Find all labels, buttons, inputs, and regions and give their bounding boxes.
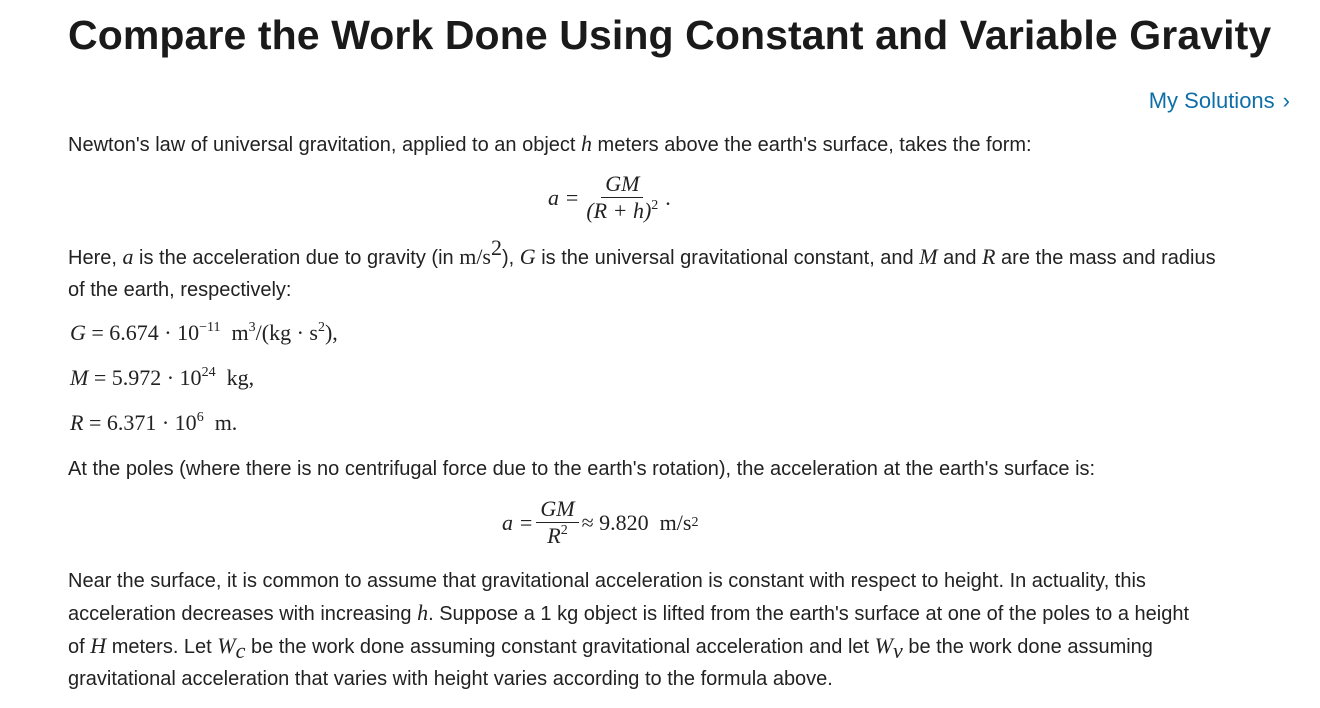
- math-var-R: R: [982, 244, 996, 269]
- const-symbol: G: [70, 320, 86, 345]
- const-value: = 5.972 · 10: [88, 365, 202, 390]
- math-var-h: h: [417, 600, 429, 625]
- math-subscript: v: [893, 638, 903, 663]
- math-var-W: W: [874, 633, 893, 658]
- const-end: m.: [203, 410, 238, 435]
- math-var-a: a: [122, 244, 134, 269]
- poles-paragraph: At the poles (where there is no centrifugal force due to the earth's rotation), the acceleration at the earth's surface is:: [68, 458, 1096, 480]
- math-var-W: W: [217, 633, 236, 658]
- page-title: Compare the Work Done Using Constant and Variable Gravity: [68, 12, 1272, 58]
- eq-lhs: a =: [548, 184, 580, 210]
- text: is the acceleration due to gravity (in: [133, 247, 460, 269]
- const-end: ),: [324, 320, 338, 345]
- den-text: (R + h): [586, 198, 652, 223]
- const-exponent: −11: [199, 320, 221, 335]
- chevron-right-icon: ›: [1282, 88, 1290, 113]
- text: be the work done assuming gravitational acceleration that varies with height varies according to the formula above.: [68, 636, 1153, 690]
- definitions-paragraph: [68, 235, 1228, 306]
- math-var-M: M: [919, 244, 938, 269]
- constant-G: [70, 320, 338, 346]
- const-unit: m: [220, 320, 249, 345]
- text: be the work done assuming constant gravitational acceleration and let: [245, 636, 875, 658]
- math-unit: m/s: [459, 244, 491, 269]
- text: Here,: [68, 247, 123, 269]
- const-unit-rest: /(kg · s: [255, 320, 318, 345]
- math-var-H: H: [90, 633, 107, 658]
- math-var-G: G: [519, 244, 536, 269]
- fraction: [536, 497, 578, 548]
- text: . Suppose a 1 kg object is lifted from the earth's surface at one of the poles to a height of: [68, 603, 1190, 658]
- constant-M: [70, 365, 254, 391]
- fraction: [582, 172, 662, 223]
- den-exponent: 2: [651, 198, 659, 213]
- constant-R: [70, 410, 237, 436]
- eq-lhs: a =: [502, 509, 534, 535]
- text: meters above the earth's surface, takes the form:: [592, 134, 1032, 156]
- text: meters. Let: [106, 636, 218, 658]
- unit-exponent: 2: [317, 320, 325, 335]
- const-symbol: M: [70, 365, 89, 390]
- text: are the mass and radius of the earth, respectively:: [68, 247, 1216, 301]
- const-exponent: 6: [196, 410, 204, 425]
- intro-paragraph: [68, 128, 1228, 161]
- const-value: = 6.674 · 10: [85, 320, 200, 345]
- work-paragraph: [68, 565, 1208, 695]
- text: and: [937, 247, 983, 269]
- text: Near the surface, it is common to assume that gravitational acceleration is constant with respect to height. In actuality, this acceleration decreases with increasing: [68, 570, 1146, 625]
- math-var-h: h: [581, 131, 592, 156]
- const-symbol: R: [70, 410, 84, 435]
- const-end: kg,: [215, 365, 255, 390]
- const-exponent: 24: [201, 365, 216, 380]
- text: Newton's law of universal gravitation, applied to an object: [68, 134, 581, 156]
- den-text: R: [547, 523, 561, 548]
- eq-end: .: [665, 184, 671, 210]
- frac-denominator: [543, 523, 571, 548]
- math-exp: 2: [491, 235, 502, 260]
- equation-gravity-height: [548, 172, 671, 223]
- my-solutions-label: My Solutions: [1148, 88, 1275, 113]
- eq-approx: ≈ 9.820 m/s: [581, 509, 692, 535]
- text: is the universal gravitational constant, and: [535, 247, 920, 269]
- equation-surface-gravity: a = $\frac{GM}{R^2}$ ≈ 9.820 m/s 2: [502, 496, 699, 548]
- math-subscript: c: [235, 638, 246, 663]
- my-solutions-link[interactable]: [1149, 88, 1290, 114]
- text: ),: [502, 247, 520, 269]
- den-exponent: 2: [560, 523, 568, 538]
- frac-denominator: [582, 198, 662, 223]
- frac-numerator: GM: [601, 172, 643, 198]
- frac-numerator: GM: [536, 497, 578, 523]
- const-value: = 6.371 · 10: [83, 410, 197, 435]
- unit-exponent: 3: [248, 320, 256, 335]
